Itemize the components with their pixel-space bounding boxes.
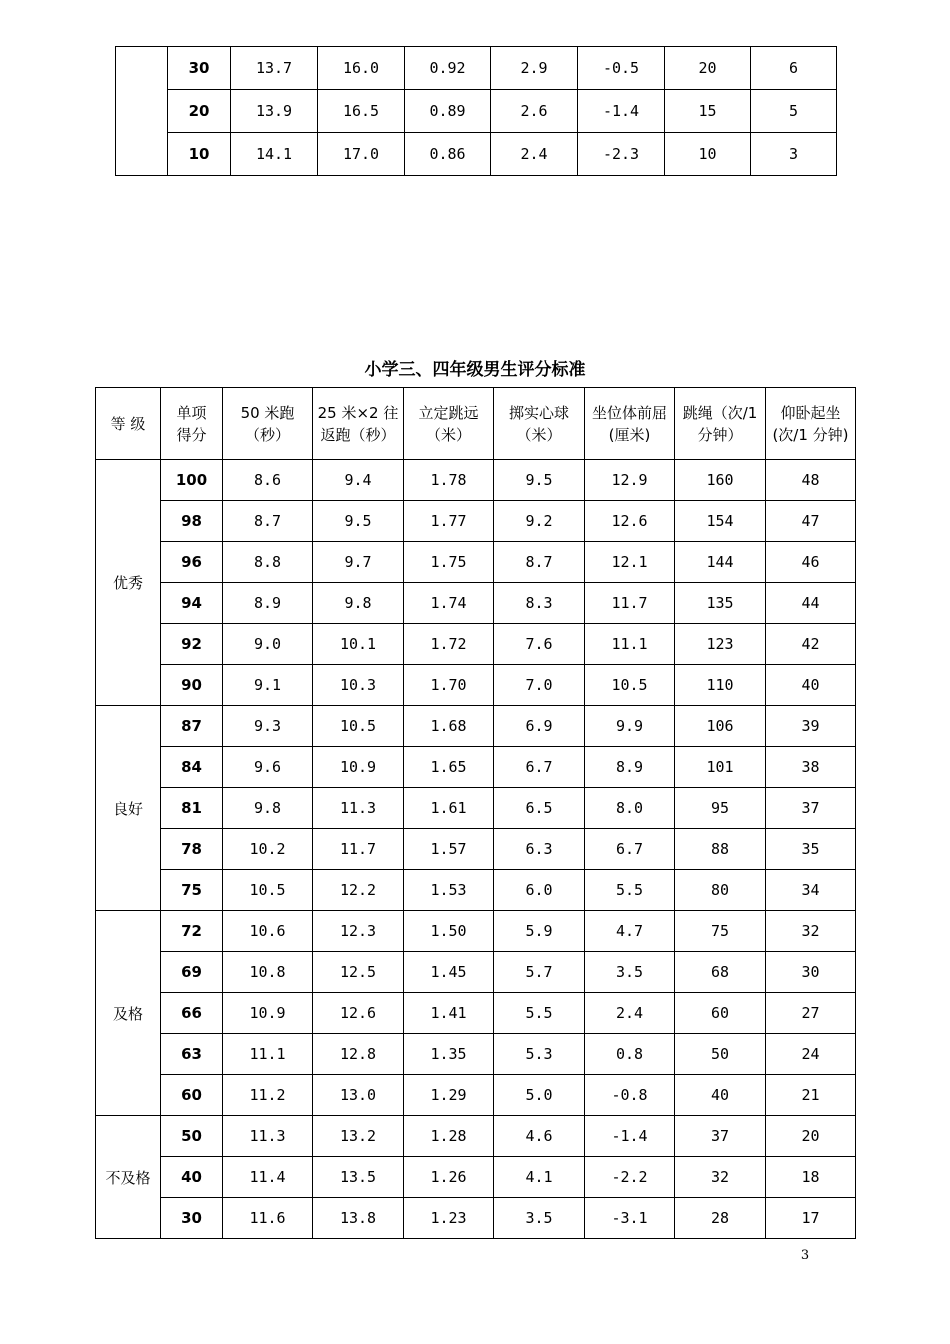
value-cell: 7.6 [494,624,585,665]
value-cell: -1.4 [585,1116,675,1157]
score-cell: 30 [161,1198,223,1239]
value-cell: 37 [766,788,856,829]
value-cell: 106 [675,706,766,747]
value-cell: 17 [766,1198,856,1239]
value-cell: 10.6 [223,911,313,952]
value-cell: 30 [766,952,856,993]
value-cell: 8.0 [585,788,675,829]
table-row [96,1116,856,1157]
value-cell: 0.89 [405,90,491,133]
value-cell: 28 [675,1198,766,1239]
value-cell: 17.0 [318,133,405,176]
table-row [96,706,856,747]
table-row [96,542,856,583]
value-cell: 9.8 [313,583,404,624]
value-cell: 154 [675,501,766,542]
value-cell: 1.78 [404,460,494,501]
table-row [96,829,856,870]
value-cell: 35 [766,829,856,870]
value-cell: 37 [675,1116,766,1157]
score-cell: 20 [168,90,231,133]
grade-cell: 良好 [96,706,161,911]
table-row [116,90,837,133]
value-cell: 12.3 [313,911,404,952]
value-cell: 9.7 [313,542,404,583]
value-cell: 10.9 [223,993,313,1034]
value-cell: 6.7 [585,829,675,870]
table-row [96,665,856,706]
header-score: 单项 得分 [161,388,223,460]
value-cell: 88 [675,829,766,870]
value-cell: 160 [675,460,766,501]
table-row [96,870,856,911]
value-cell: 5 [751,90,837,133]
score-cell: 60 [161,1075,223,1116]
grade-cell: 优秀 [96,460,161,706]
score-cell: 10 [168,133,231,176]
value-cell: 0.92 [405,47,491,90]
value-cell: 10.1 [313,624,404,665]
value-cell: 2.6 [491,90,578,133]
value-cell: 1.74 [404,583,494,624]
header-run50: 50 米跑 （秒） [223,388,313,460]
value-cell: -3.1 [585,1198,675,1239]
table-row [96,788,856,829]
value-cell: 10.9 [313,747,404,788]
value-cell: 1.61 [404,788,494,829]
value-cell: 8.8 [223,542,313,583]
value-cell: 10.3 [313,665,404,706]
value-cell: 1.68 [404,706,494,747]
value-cell: 11.2 [223,1075,313,1116]
value-cell: -2.3 [578,133,665,176]
value-cell: 15 [665,90,751,133]
score-cell: 98 [161,501,223,542]
score-cell: 50 [161,1116,223,1157]
table-row [116,133,837,176]
value-cell: 14.1 [231,133,318,176]
value-cell: 20 [665,47,751,90]
table-row [96,1075,856,1116]
value-cell: 4.6 [494,1116,585,1157]
score-cell: 81 [161,788,223,829]
value-cell: 34 [766,870,856,911]
value-cell: 1.65 [404,747,494,788]
value-cell: 13.8 [313,1198,404,1239]
value-cell: 2.4 [585,993,675,1034]
header-rope-skipping: 跳绳（次/1 分钟） [675,388,766,460]
table-row [116,47,837,90]
value-cell: 9.4 [313,460,404,501]
grade-cell: 不及格 [96,1116,161,1239]
value-cell: 80 [675,870,766,911]
value-cell: 9.5 [494,460,585,501]
score-cell: 92 [161,624,223,665]
table-row [96,624,856,665]
value-cell: 2.4 [491,133,578,176]
value-cell: 1.70 [404,665,494,706]
table-title: 小学三、四年级男生评分标准 [364,360,586,380]
value-cell: 9.9 [585,706,675,747]
scoring-standard-table [95,387,856,1239]
value-cell: 11.4 [223,1157,313,1198]
value-cell: 11.3 [313,788,404,829]
value-cell: 8.6 [223,460,313,501]
value-cell: 0.86 [405,133,491,176]
table-row [96,993,856,1034]
value-cell: 6.0 [494,870,585,911]
value-cell: 1.75 [404,542,494,583]
value-cell: 1.35 [404,1034,494,1075]
page-number: 3 [800,1248,810,1263]
value-cell: -0.5 [578,47,665,90]
value-cell: 1.77 [404,501,494,542]
value-cell: 3 [751,133,837,176]
value-cell: 40 [766,665,856,706]
value-cell: 10.5 [223,870,313,911]
value-cell: 46 [766,542,856,583]
table-row [96,460,856,501]
value-cell: 11.1 [585,624,675,665]
value-cell: -1.4 [578,90,665,133]
score-cell: 30 [168,47,231,90]
score-cell: 96 [161,542,223,583]
value-cell: 11.1 [223,1034,313,1075]
value-cell: 10 [665,133,751,176]
value-cell: 16.5 [318,90,405,133]
value-cell: -0.8 [585,1075,675,1116]
header-shuttle-run: 25 米×2 往 返跑（秒） [313,388,404,460]
value-cell: 101 [675,747,766,788]
table-row [96,1198,856,1239]
score-cell: 94 [161,583,223,624]
value-cell: 13.7 [231,47,318,90]
header-sit-and-reach: 坐位体前屈 (厘米) [585,388,675,460]
value-cell: 75 [675,911,766,952]
value-cell: 1.57 [404,829,494,870]
score-cell: 66 [161,993,223,1034]
header-standing-jump: 立定跳远 （米） [404,388,494,460]
value-cell: 39 [766,706,856,747]
value-cell: 21 [766,1075,856,1116]
scoring-table-body [96,460,856,1239]
value-cell: 1.29 [404,1075,494,1116]
header-grade: 等 级 [96,388,161,460]
value-cell: 10.2 [223,829,313,870]
value-cell: 135 [675,583,766,624]
score-cell: 78 [161,829,223,870]
value-cell: 13.2 [313,1116,404,1157]
value-cell: 10.5 [585,665,675,706]
value-cell: 12.9 [585,460,675,501]
value-cell: 12.5 [313,952,404,993]
header-ball-throw: 掷实心球 （米） [494,388,585,460]
value-cell: 11.7 [313,829,404,870]
value-cell: 16.0 [318,47,405,90]
value-cell: 47 [766,501,856,542]
value-cell: 8.9 [585,747,675,788]
value-cell: 24 [766,1034,856,1075]
value-cell: 1.41 [404,993,494,1034]
score-cell: 75 [161,870,223,911]
value-cell: 8.7 [223,501,313,542]
value-cell: 6.9 [494,706,585,747]
value-cell: 7.0 [494,665,585,706]
grade-cell [116,47,168,176]
value-cell: 18 [766,1157,856,1198]
value-cell: 9.2 [494,501,585,542]
value-cell: 5.7 [494,952,585,993]
value-cell: 13.9 [231,90,318,133]
value-cell: 11.3 [223,1116,313,1157]
value-cell: 12.6 [313,993,404,1034]
value-cell: 60 [675,993,766,1034]
value-cell: 27 [766,993,856,1034]
table-row [96,1034,856,1075]
table-row [96,911,856,952]
header-sit-ups: 仰卧起坐 (次/1 分钟) [766,388,856,460]
score-cell: 63 [161,1034,223,1075]
value-cell: 5.9 [494,911,585,952]
value-cell: 6.7 [494,747,585,788]
value-cell: 13.5 [313,1157,404,1198]
value-cell: 1.45 [404,952,494,993]
value-cell: 9.0 [223,624,313,665]
value-cell: 5.5 [585,870,675,911]
value-cell: 5.0 [494,1075,585,1116]
value-cell: 1.72 [404,624,494,665]
value-cell: 12.1 [585,542,675,583]
value-cell: 42 [766,624,856,665]
grade-cell: 及格 [96,911,161,1116]
value-cell: 20 [766,1116,856,1157]
value-cell: 3.5 [494,1198,585,1239]
value-cell: 10.5 [313,706,404,747]
value-cell: 68 [675,952,766,993]
table-row [96,952,856,993]
value-cell: 9.1 [223,665,313,706]
value-cell: 8.3 [494,583,585,624]
value-cell: 1.53 [404,870,494,911]
value-cell: 1.23 [404,1198,494,1239]
value-cell: 1.26 [404,1157,494,1198]
value-cell: 12.6 [585,501,675,542]
value-cell: 3.5 [585,952,675,993]
value-cell: 6.5 [494,788,585,829]
value-cell: 6 [751,47,837,90]
value-cell: 38 [766,747,856,788]
score-cell: 100 [161,460,223,501]
value-cell: 12.2 [313,870,404,911]
value-cell: 123 [675,624,766,665]
value-cell: 9.6 [223,747,313,788]
score-cell: 90 [161,665,223,706]
value-cell: 110 [675,665,766,706]
score-cell: 72 [161,911,223,952]
value-cell: 9.8 [223,788,313,829]
table-row [96,1157,856,1198]
value-cell: 8.9 [223,583,313,624]
value-cell: 44 [766,583,856,624]
score-cell: 87 [161,706,223,747]
value-cell: 32 [766,911,856,952]
value-cell: 12.8 [313,1034,404,1075]
value-cell: 5.5 [494,993,585,1034]
value-cell: 1.50 [404,911,494,952]
value-cell: 11.7 [585,583,675,624]
value-cell: 9.3 [223,706,313,747]
value-cell: 95 [675,788,766,829]
value-cell: 10.8 [223,952,313,993]
value-cell: 4.7 [585,911,675,952]
value-cell: 6.3 [494,829,585,870]
score-cell: 84 [161,747,223,788]
score-cell: 69 [161,952,223,993]
table-row [96,501,856,542]
value-cell: 2.9 [491,47,578,90]
value-cell: 0.8 [585,1034,675,1075]
value-cell: 13.0 [313,1075,404,1116]
value-cell: 9.5 [313,501,404,542]
header-row [96,388,856,460]
value-cell: 144 [675,542,766,583]
value-cell: 40 [675,1075,766,1116]
value-cell: 50 [675,1034,766,1075]
value-cell: 32 [675,1157,766,1198]
value-cell: 11.6 [223,1198,313,1239]
continuation-table [115,46,837,176]
value-cell: -2.2 [585,1157,675,1198]
continuation-table-body [116,47,837,176]
value-cell: 4.1 [494,1157,585,1198]
score-cell: 40 [161,1157,223,1198]
value-cell: 1.28 [404,1116,494,1157]
value-cell: 48 [766,460,856,501]
value-cell: 8.7 [494,542,585,583]
value-cell: 5.3 [494,1034,585,1075]
table-row [96,747,856,788]
table-row [96,583,856,624]
